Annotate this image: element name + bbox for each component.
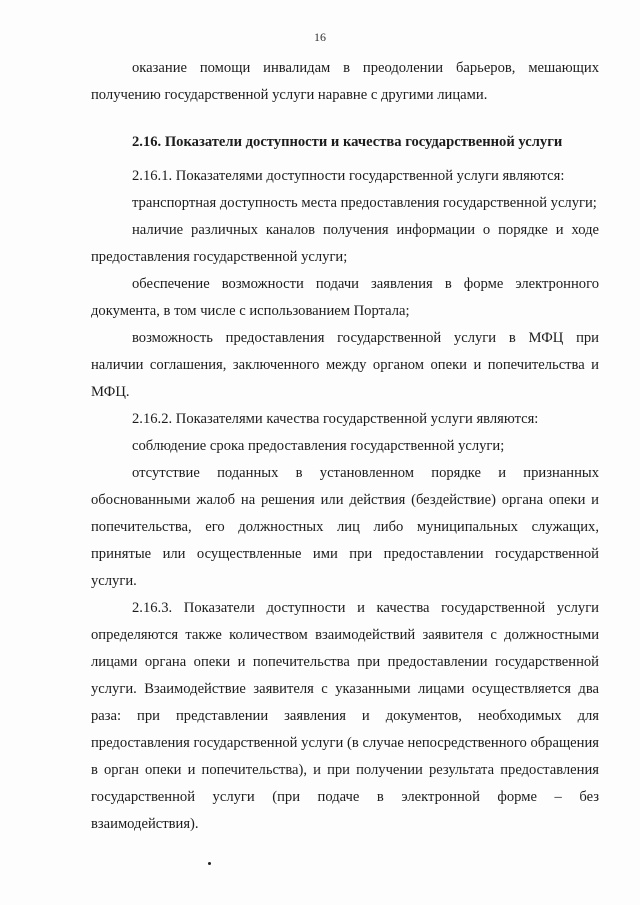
- section-heading: 2.16. Показатели доступности и качества государственной услуги: [132, 134, 563, 150]
- paragraph-2: наличие различных каналов получения информации о порядке и ходе предоставления государственной услуги;: [91, 222, 599, 265]
- paragraph-0: 2.16.1. Показателями доступности государственной услуги являются:: [132, 168, 565, 184]
- paragraph-3: обеспечение возможности подачи заявления в форме электронного документа, в том числе с использованием Портала;: [91, 276, 599, 319]
- document-body: [91, 55, 599, 838]
- paragraph-4: возможность предоставления государственной услуги в МФЦ при наличии соглашения, заключенного между органом опеки и попечительства и МФЦ.: [91, 330, 599, 400]
- scan-dot-mark: [208, 862, 211, 865]
- paragraph-6: соблюдение срока предоставления государственной услуги;: [132, 438, 505, 454]
- paragraph-top-0: оказание помощи инвалидам в преодолении барьеров, мешающих получению государственной услуги наравне с другими лицами.: [91, 60, 599, 103]
- paragraph-7: отсутствие поданных в установленном порядке и признанных обоснованными жалоб на решения или действия (бездействие) органа опеки и попечительства, его должностных лиц либо муниципальных служащих, принятые или осуществленные ими при предоставлении государственной услуги.: [91, 465, 599, 589]
- paragraph-5: 2.16.2. Показателями качества государственной услуги являются:: [132, 411, 539, 427]
- paragraph-1: транспортная доступность места предоставления государственной услуги;: [132, 195, 597, 211]
- paragraph-8: 2.16.3. Показатели доступности и качества государственной услуги определяются также количеством взаимодействий заявителя с должностными лицами органа опеки и попечительства при предоставлении государственной услуги. Взаимодействие заявителя с указанными лицами осуществляется два раза: при представлении заявления и документов, необходимых для предоставления государственной услуги (в случае непосредственного обращения в орган опеки и попечительства), и при получении результата предоставления государственной услуги (при подаче в электронной форме – без взаимодействия).: [91, 600, 599, 832]
- page-number: 16: [314, 30, 326, 44]
